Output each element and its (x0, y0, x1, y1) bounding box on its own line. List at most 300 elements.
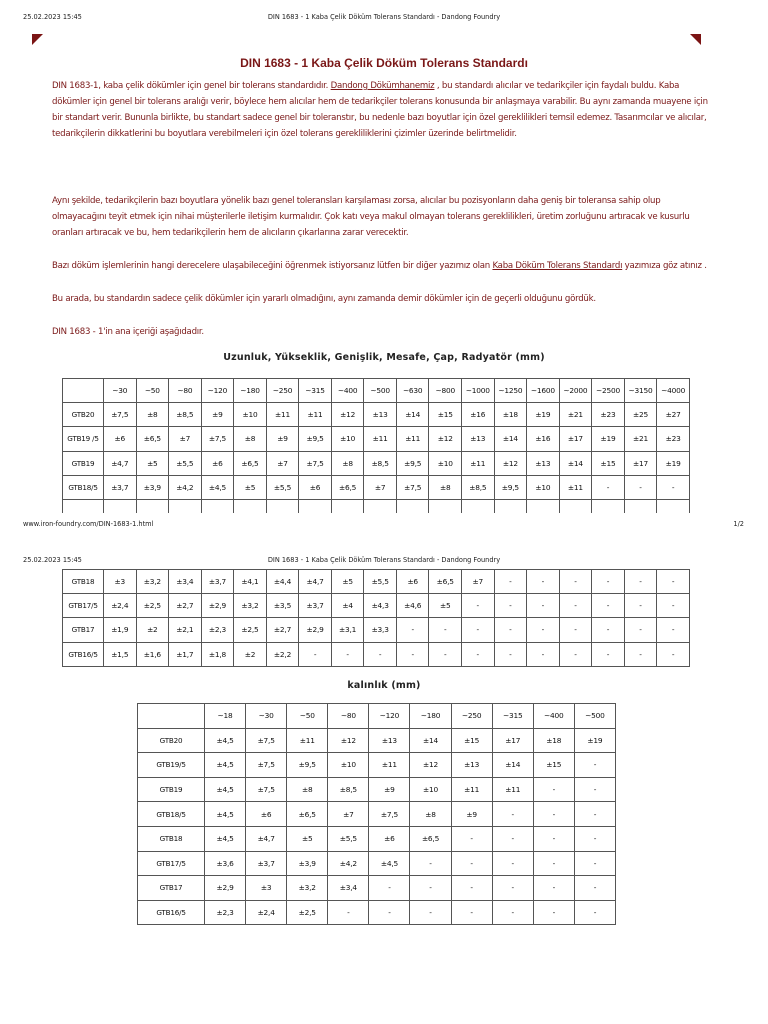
row-label-cell: GTB19 /5 (63, 427, 104, 451)
corner-ornament-left (32, 34, 43, 45)
tolerance-cell: - (328, 900, 369, 925)
tolerance-cell: ±6 (299, 475, 332, 499)
tolerance-cell: ±9 (266, 427, 299, 451)
tolerance-cell: ±4,2 (169, 475, 202, 499)
tolerance-cell: ±3,2 (234, 594, 267, 618)
tolerance-cell: ±11 (492, 777, 533, 802)
tolerance-cell: - (592, 642, 625, 666)
dimensions-table-part1 (62, 378, 690, 513)
column-header-cell: ~400 (533, 704, 574, 729)
tolerance-cell: ±14 (559, 451, 592, 475)
tolerance-cell: ±12 (410, 753, 451, 778)
tolerance-cell: ±8,5 (169, 403, 202, 427)
tolerance-cell: - (410, 851, 451, 876)
tolerance-cell: ±5 (331, 570, 364, 594)
empty-cell (266, 499, 299, 513)
tolerance-cell: - (462, 618, 495, 642)
empty-cell (396, 499, 429, 513)
tolerance-cell: ±14 (396, 403, 429, 427)
tolerance-cell: ±14 (492, 753, 533, 778)
tolerance-cell: ±4,1 (234, 570, 267, 594)
tolerance-cell: ±12 (328, 728, 369, 753)
tolerance-cell: ±3 (246, 876, 287, 901)
tolerance-cell: ±2,5 (234, 618, 267, 642)
tolerance-cell: - (451, 876, 492, 901)
tolerance-cell: ±4,3 (364, 594, 397, 618)
tolerance-cell: ±5,5 (328, 826, 369, 851)
table-row (63, 570, 690, 594)
tolerance-cell: ±2,5 (287, 900, 328, 925)
row-label-cell: GTB17 (63, 618, 104, 642)
column-header-cell: ~18 (205, 704, 246, 729)
table-row (138, 802, 616, 827)
tolerance-cell: ±12 (429, 427, 462, 451)
tolerance-cell: ±3,4 (328, 876, 369, 901)
table-row (138, 728, 616, 753)
tolerance-cell: ±7,5 (396, 475, 429, 499)
thickness-header-row (138, 704, 616, 729)
rough-casting-standard-link[interactable]: Kaba Döküm Tolerans Standardı (492, 261, 623, 271)
dandong-foundry-link[interactable]: Dandong Dökümhanemiz (330, 81, 435, 91)
tolerance-cell: ±9,5 (287, 753, 328, 778)
tolerance-cell: ±7,5 (104, 403, 137, 427)
tolerance-cell: - (592, 570, 625, 594)
column-header-cell: ~30 (104, 379, 137, 403)
footer-page-number: 1/2 (733, 520, 744, 528)
thickness-table-caption: kalınlık (mm) (347, 680, 421, 691)
print-datetime: 25.02.2023 15:45 (23, 13, 82, 21)
row-label-cell: GTB17/5 (138, 851, 205, 876)
row-label-cell: GTB18/5 (63, 475, 104, 499)
tolerance-cell: ±3,1 (331, 618, 364, 642)
tolerance-cell: ±8 (331, 451, 364, 475)
tolerance-cell: - (574, 802, 615, 827)
tolerance-cell: ±13 (451, 753, 492, 778)
tolerance-cell: ±7 (266, 451, 299, 475)
row-label-cell: GTB20 (138, 728, 205, 753)
row-label-cell: GTB16/5 (138, 900, 205, 925)
column-header-cell: ~1250 (494, 379, 527, 403)
tolerance-cell: ±8,5 (462, 475, 495, 499)
tolerance-cell: ±2 (234, 642, 267, 666)
column-header-cell: ~250 (266, 379, 299, 403)
tolerance-cell: - (559, 642, 592, 666)
tolerance-cell: ±7 (364, 475, 397, 499)
tolerance-cell: ±4,4 (266, 570, 299, 594)
page-title: DIN 1683 - 1 Kaba Çelik Döküm Tolerans Standardı (240, 56, 528, 70)
row-label-cell: GTB18 (138, 826, 205, 851)
tolerance-cell: ±2,4 (104, 594, 137, 618)
column-header-cell: ~50 (136, 379, 169, 403)
tolerance-cell: ±4,5 (369, 851, 410, 876)
tolerance-cell: - (574, 900, 615, 925)
tolerance-cell: - (331, 642, 364, 666)
tolerance-cell: ±4 (331, 594, 364, 618)
tolerance-cell: ±7,5 (246, 728, 287, 753)
tolerance-cell: ±3,4 (169, 570, 202, 594)
thickness-table (137, 703, 616, 925)
tolerance-cell: ±10 (527, 475, 560, 499)
tolerance-cell: ±2,3 (201, 618, 234, 642)
column-header-cell: ~120 (201, 379, 234, 403)
tolerance-cell: ±5,5 (364, 570, 397, 594)
table-row (63, 618, 690, 642)
tolerance-cell: - (657, 570, 690, 594)
column-header-cell: ~80 (169, 379, 202, 403)
tolerance-cell: ±7 (169, 427, 202, 451)
tolerance-cell: - (559, 618, 592, 642)
tolerance-cell: ±11 (451, 777, 492, 802)
tolerance-cell: ±2,7 (266, 618, 299, 642)
print-doc-title: DIN 1683 - 1 Kaba Çelik Döküm Tolerans Standardı - Dandong Foundry (267, 13, 501, 21)
tolerance-cell: - (396, 618, 429, 642)
column-header-cell: ~315 (299, 379, 332, 403)
tolerance-cell: ±13 (462, 427, 495, 451)
column-header-cell: ~1000 (462, 379, 495, 403)
dimensions-table-part2 (62, 569, 690, 667)
tolerance-cell: - (492, 900, 533, 925)
tolerance-cell: - (657, 642, 690, 666)
tolerance-cell: ±8 (136, 403, 169, 427)
row-label-cell: GTB18/5 (138, 802, 205, 827)
tolerance-cell: ±21 (559, 403, 592, 427)
tolerance-cell: ±3,7 (246, 851, 287, 876)
tolerance-cell: - (574, 826, 615, 851)
tolerance-cell: ±13 (369, 728, 410, 753)
row-label-cell: GTB20 (63, 403, 104, 427)
empty-cell (429, 499, 462, 513)
column-header-cell: ~315 (492, 704, 533, 729)
tolerance-cell: ±1,6 (136, 642, 169, 666)
tolerance-cell: - (369, 876, 410, 901)
column-header-cell: ~400 (331, 379, 364, 403)
tolerance-cell: ±8 (429, 475, 462, 499)
tolerance-cell: ±11 (287, 728, 328, 753)
tolerance-cell: - (299, 642, 332, 666)
tolerance-cell: ±15 (592, 451, 625, 475)
row-label-cell: GTB17 (138, 876, 205, 901)
header-corner-cell (63, 379, 104, 403)
column-header-cell: ~1600 (527, 379, 560, 403)
tolerance-cell: - (396, 642, 429, 666)
tolerance-cell: - (533, 802, 574, 827)
tolerance-cell: ±3,7 (299, 594, 332, 618)
tolerance-cell: ±11 (396, 427, 429, 451)
empty-cell (364, 499, 397, 513)
tolerance-cell: ±11 (266, 403, 299, 427)
tolerance-cell: ±16 (462, 403, 495, 427)
table-row (138, 777, 616, 802)
tolerance-cell: - (451, 826, 492, 851)
tolerance-cell: ±4,5 (205, 728, 246, 753)
table-row (138, 826, 616, 851)
tolerance-cell: ±3,6 (205, 851, 246, 876)
tolerance-cell: ±17 (559, 427, 592, 451)
tolerance-cell: - (527, 642, 560, 666)
tolerance-cell: ±2,3 (205, 900, 246, 925)
tolerance-cell: - (462, 642, 495, 666)
tolerance-cell: ±8 (287, 777, 328, 802)
empty-cell (169, 499, 202, 513)
tolerance-cell: ±5 (287, 826, 328, 851)
tolerance-cell: - (574, 851, 615, 876)
empty-cell (657, 499, 690, 513)
tolerance-cell: ±3,7 (104, 475, 137, 499)
column-header-cell: ~3150 (624, 379, 657, 403)
tolerance-cell: - (364, 642, 397, 666)
tolerance-cell: - (533, 900, 574, 925)
tolerance-cell: ±12 (331, 403, 364, 427)
tolerance-cell: - (657, 618, 690, 642)
tolerance-cell: - (533, 876, 574, 901)
tolerance-cell: - (624, 475, 657, 499)
tolerance-cell: ±6,5 (136, 427, 169, 451)
tolerance-cell: - (533, 851, 574, 876)
table-row (138, 900, 616, 925)
tolerance-cell: ±10 (410, 777, 451, 802)
tolerance-cell: ±4,5 (205, 826, 246, 851)
tolerance-cell: ±25 (624, 403, 657, 427)
tolerance-cell: - (527, 618, 560, 642)
tolerance-cell: - (624, 594, 657, 618)
tolerance-cell: ±3,7 (201, 570, 234, 594)
tolerance-cell: ±3,5 (266, 594, 299, 618)
column-header-cell: ~180 (410, 704, 451, 729)
tolerance-cell: ±4,5 (205, 777, 246, 802)
tolerance-cell: ±1,7 (169, 642, 202, 666)
tolerance-cell: ±19 (657, 451, 690, 475)
tolerance-cell: - (657, 594, 690, 618)
tolerance-cell: - (492, 876, 533, 901)
paragraph-iron-castings: Bu arada, bu standardın sadece çelik dökümler için yararlı olmadığını, aynı zamanda demir dökümler için de geçerli olduğunu gördük. (52, 294, 596, 304)
empty-cell (63, 499, 104, 513)
tolerance-cell: - (494, 570, 527, 594)
row-label-cell: GTB16/5 (63, 642, 104, 666)
tolerance-cell: ±15 (451, 728, 492, 753)
tolerance-cell: - (574, 777, 615, 802)
tolerance-cell: ±11 (299, 403, 332, 427)
tolerance-cell: - (592, 594, 625, 618)
tolerance-cell: ±11 (364, 427, 397, 451)
tolerance-cell: ±19 (574, 728, 615, 753)
empty-cell (624, 499, 657, 513)
tolerance-cell: ±5,5 (169, 451, 202, 475)
tolerance-cell: ±3,9 (136, 475, 169, 499)
tolerance-cell: ±21 (624, 427, 657, 451)
tolerance-cell: ±11 (462, 451, 495, 475)
table-row (63, 642, 690, 666)
print-datetime: 25.02.2023 15:45 (23, 556, 82, 564)
tolerance-cell: - (494, 594, 527, 618)
tolerance-cell: - (494, 642, 527, 666)
empty-cell (494, 499, 527, 513)
tolerance-cell: ±5 (136, 451, 169, 475)
tolerance-cell: - (492, 851, 533, 876)
table-row (63, 594, 690, 618)
tolerance-cell: - (574, 753, 615, 778)
tolerance-cell: ±7,5 (299, 451, 332, 475)
tolerance-cell: - (624, 618, 657, 642)
tolerance-cell: ±13 (527, 451, 560, 475)
tolerance-cell: - (624, 570, 657, 594)
empty-cell (136, 499, 169, 513)
column-header-cell: ~500 (364, 379, 397, 403)
tolerance-cell: - (574, 876, 615, 901)
tolerance-cell: - (559, 594, 592, 618)
tolerance-cell: ±18 (494, 403, 527, 427)
tolerance-cell: ±2 (136, 618, 169, 642)
tolerance-cell: ±15 (429, 403, 462, 427)
tolerance-cell: ±6,5 (287, 802, 328, 827)
tolerance-cell: ±2,4 (246, 900, 287, 925)
row-label-cell: GTB19 (63, 451, 104, 475)
paragraph-tolerance-negotiation: Aynı şekilde, tedarikçilerin bazı boyutlara yönelik bazı genel toleransları karşılaması zorsa, alıcılar bu pozisyonların daha geniş bir toleransa sahip olup olmayacağını teyit etmek için nihai müşterilerle iletişim kurmalıdır. Çok katı veya makul olmayan tolerans gereklilikleri, üretim zorluğunu artıracak ve kusurlu oranları artıracak ve bu, hem tedarikçilerin hem de alıcıların çıkarlarına zarar verecektir. (52, 196, 690, 238)
tolerance-cell: ±3,2 (136, 570, 169, 594)
tolerance-cell: ±3,3 (364, 618, 397, 642)
tolerance-cell: ±6,5 (410, 826, 451, 851)
tolerance-cell: - (527, 594, 560, 618)
row-label-cell: GTB19 (138, 777, 205, 802)
tolerance-cell: - (492, 802, 533, 827)
tolerance-cell: - (492, 826, 533, 851)
tolerance-cell: - (462, 594, 495, 618)
tolerance-cell: - (429, 618, 462, 642)
tolerance-cell: - (451, 900, 492, 925)
corner-ornament-right (690, 34, 701, 45)
tolerance-cell: ±4,5 (201, 475, 234, 499)
tolerance-cell: ±5 (429, 594, 462, 618)
tolerance-cell: - (533, 777, 574, 802)
tolerance-cell: ±14 (494, 427, 527, 451)
tolerance-cell: ±5,5 (266, 475, 299, 499)
column-header-cell: ~2500 (592, 379, 625, 403)
column-header-cell: ~120 (369, 704, 410, 729)
tolerance-cell: ±8,5 (328, 777, 369, 802)
tolerance-cell: ±9,5 (299, 427, 332, 451)
tolerance-cell: ±10 (234, 403, 267, 427)
tolerance-cell: ±6 (246, 802, 287, 827)
tolerance-cell: ±11 (369, 753, 410, 778)
tolerance-cell: ±9 (201, 403, 234, 427)
tolerance-cell: - (559, 570, 592, 594)
tolerance-cell: - (410, 876, 451, 901)
tolerance-cell: ±5 (234, 475, 267, 499)
column-header-cell: ~30 (246, 704, 287, 729)
tolerance-cell: - (592, 618, 625, 642)
tolerance-cell: ±6 (369, 826, 410, 851)
tolerance-cell: ±1,8 (201, 642, 234, 666)
tolerance-cell: - (527, 570, 560, 594)
tolerance-cell: ±17 (624, 451, 657, 475)
tolerance-cell: - (533, 826, 574, 851)
tolerance-cell: ±10 (429, 451, 462, 475)
table-row (138, 851, 616, 876)
tolerance-cell: - (624, 642, 657, 666)
tolerance-cell: - (592, 475, 625, 499)
tolerance-cell: ±18 (533, 728, 574, 753)
dimensions-header-row (63, 379, 690, 403)
column-header-cell: ~630 (396, 379, 429, 403)
tolerance-cell: ±2,5 (136, 594, 169, 618)
tolerance-cell: ±6 (104, 427, 137, 451)
tolerance-cell: ±8 (234, 427, 267, 451)
tolerance-cell: ±19 (592, 427, 625, 451)
tolerance-cell: ±14 (410, 728, 451, 753)
tolerance-cell: ±15 (533, 753, 574, 778)
tolerance-cell: ±9 (451, 802, 492, 827)
tolerance-cell: ±12 (494, 451, 527, 475)
table-row (63, 403, 690, 427)
tolerance-cell: ±11 (559, 475, 592, 499)
print-doc-title: DIN 1683 - 1 Kaba Çelik Döküm Tolerans Standardı - Dandong Foundry (267, 556, 501, 564)
tolerance-cell: ±4,7 (104, 451, 137, 475)
empty-cell (234, 499, 267, 513)
tolerance-cell: ±6 (396, 570, 429, 594)
tolerance-cell: ±2,9 (205, 876, 246, 901)
tolerance-cell: ±7,5 (201, 427, 234, 451)
table-row (63, 427, 690, 451)
tolerance-cell: - (429, 642, 462, 666)
tolerance-cell: ±7,5 (369, 802, 410, 827)
tolerance-cell: - (657, 475, 690, 499)
tolerance-cell: - (494, 618, 527, 642)
dimensions-table-caption: Uzunluk, Yükseklik, Genişlik, Mesafe, Çap, Radyatör (mm) (223, 352, 545, 363)
empty-cell (527, 499, 560, 513)
table-continuation-row (63, 499, 690, 513)
tolerance-cell: ±9,5 (396, 451, 429, 475)
column-header-cell: ~80 (328, 704, 369, 729)
tolerance-cell: ±2,9 (201, 594, 234, 618)
header-corner-cell (138, 704, 205, 729)
row-label-cell: GTB19/5 (138, 753, 205, 778)
tolerance-cell: ±1,9 (104, 618, 137, 642)
paragraph-casting-grades: Bazı döküm işlemlerinin hangi derecelere ulaşabileceğini öğrenmek istiyorsanız lütfen bir diğer yazımız olan Kaba Döküm Tolerans Standardı yazımıza göz atınız . (52, 261, 707, 271)
column-header-cell: ~250 (451, 704, 492, 729)
tolerance-cell: ±7,5 (246, 753, 287, 778)
tolerance-cell: ±4,5 (205, 753, 246, 778)
empty-cell (592, 499, 625, 513)
paragraph-main-content: DIN 1683 - 1'in ana içeriği aşağıdadır. (52, 327, 204, 337)
tolerance-cell: ±8,5 (364, 451, 397, 475)
tolerance-cell: ±2,2 (266, 642, 299, 666)
tolerance-cell: - (451, 851, 492, 876)
tolerance-cell: ±1,5 (104, 642, 137, 666)
tolerance-cell: ±4,7 (299, 570, 332, 594)
tolerance-cell: ±7,5 (246, 777, 287, 802)
column-header-cell: ~800 (429, 379, 462, 403)
tolerance-cell: ±17 (492, 728, 533, 753)
row-label-cell: GTB18 (63, 570, 104, 594)
tolerance-cell: ±9 (369, 777, 410, 802)
tolerance-cell: ±19 (527, 403, 560, 427)
column-header-cell: ~2000 (559, 379, 592, 403)
tolerance-cell: - (369, 900, 410, 925)
column-header-cell: ~180 (234, 379, 267, 403)
empty-cell (331, 499, 364, 513)
table-row (63, 475, 690, 499)
tolerance-cell: ±4,6 (396, 594, 429, 618)
tolerance-cell: ±23 (592, 403, 625, 427)
row-label-cell: GTB17/5 (63, 594, 104, 618)
tolerance-cell: ±23 (657, 427, 690, 451)
empty-cell (201, 499, 234, 513)
tolerance-cell: ±3,9 (287, 851, 328, 876)
tolerance-cell: ±8 (410, 802, 451, 827)
tolerance-cell: ±4,5 (205, 802, 246, 827)
intro-paragraph: DIN 1683-1, kaba çelik dökümler için genel bir tolerans standardıdır. Dandong Dökümhanemiz , bu standardı alıcılar ve tedarikçiler için faydalı buldu. Kaba dökümler için genel bir tolerans aralığı verir, böylece hem alıcılar hem de tedarikçiler tolerans konusunda bir anlaşmaya varabilir. Bu aynı zamanda muayene için bir standart verir. Bununla birlikte, bu standart sadece genel bir toleranstır, bu nedenle bazı boyutlar için özel gereklilikleri temsil edemez. Tasarımcılar ve alıcılar, tedarikçilerin dikkatlerini bu boyutlara verebilmeleri için özel tolerans gerekliliklerini çizimler üzerinde belirtmelidir. (52, 81, 708, 139)
tolerance-cell: ±2,7 (169, 594, 202, 618)
table-row (138, 876, 616, 901)
